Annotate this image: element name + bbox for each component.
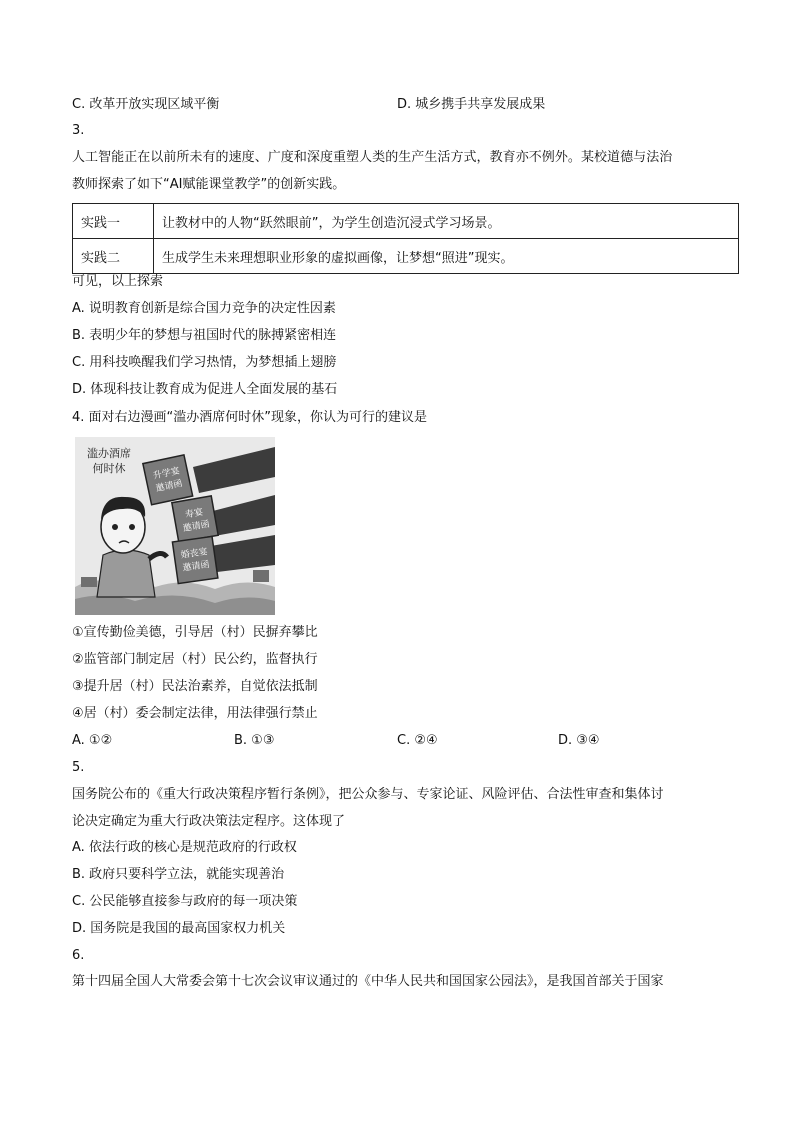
q5-option-a: A. 依法行政的核心是规范政府的行政权 xyxy=(72,840,297,855)
q4-item-3: ③提升居（村）民法治素养，自觉依法抵制 xyxy=(72,679,318,694)
q4-option-c: C. ②④ xyxy=(397,733,438,748)
table-row xyxy=(73,204,739,239)
q5-stem-line2: 论决定确定为重大行政决策法定程序。这体现了 xyxy=(72,814,346,829)
q3-stem-line1: 人工智能正在以前所未有的速度、广度和深度重塑人类的生产生活方式，教育亦不例外。某校道德与法治 xyxy=(72,150,673,165)
q4-item-2: ②监管部门制定居（村）民公约，监督执行 xyxy=(72,652,318,667)
practice-text: 让教材中的人物“跃然眼前”，为学生创造沉浸式学习场景。 xyxy=(154,204,739,239)
cartoon-box3-line2: 邀请函 xyxy=(182,560,211,574)
q5-option-b: B. 政府只要科学立法，就能实现善治 xyxy=(72,867,285,882)
q5-option-d: D. 国务院是我国的最高国家权力机关 xyxy=(72,921,286,936)
q4-stem: 4. 面对右边漫画“滥办酒席何时休”现象，你认为可行的建议是 xyxy=(72,410,428,425)
practice-label: 实践二 xyxy=(73,239,154,274)
q5-number: 5. xyxy=(72,760,85,775)
q4-option-d: D. ③④ xyxy=(558,733,600,748)
q4-item-4: ④居（村）委会制定法律，用法律强行禁止 xyxy=(72,706,318,721)
cartoon-box1-line2: 邀请函 xyxy=(154,478,184,495)
q4-item-1: ①宣传勤俭美德，引导居（村）民摒弃攀比 xyxy=(72,625,318,640)
cartoon-box2-line2: 邀请函 xyxy=(182,519,211,535)
q6-stem-line1: 第十四届全国人大常委会第十七次会议审议通过的《中华人民共和国国家公园法》，是我国首部关于国家 xyxy=(72,974,664,989)
cartoon-image xyxy=(75,437,275,615)
q3-lead: 可见，以上探索 xyxy=(72,274,164,289)
table-row xyxy=(73,239,739,274)
q3-number: 3. xyxy=(72,123,85,138)
cartoon-caption-line1: 滥办酒席 xyxy=(87,447,131,460)
cartoon-box1-line1: 升学宴 xyxy=(152,466,181,482)
q4-option-b: B. ①③ xyxy=(234,733,275,748)
cartoon-box2-line1: 寿宴 xyxy=(184,507,204,521)
cartoon-caption-line2: 何时休 xyxy=(92,462,126,475)
q3-option-b: B. 表明少年的梦想与祖国时代的脉搏紧密相连 xyxy=(72,328,337,343)
practice-label: 实践一 xyxy=(73,204,154,239)
q3-stem-line2: 教师探索了如下“AI赋能课堂教学”的创新实践。 xyxy=(72,177,346,192)
q3-option-d: D. 体现科技让教育成为促进人全面发展的基石 xyxy=(72,382,338,397)
q3-option-a: A. 说明教育创新是综合国力竞争的决定性因素 xyxy=(72,301,336,316)
q4-option-a: A. ①② xyxy=(72,733,113,748)
q3-option-c: C. 用科技唤醒我们学习热情，为梦想插上翅膀 xyxy=(72,355,337,370)
q3-practice-table xyxy=(72,203,739,274)
q2-option-c: C. 改革开放实现区域平衡 xyxy=(72,97,220,112)
practice-text: 生成学生未来理想职业形象的虚拟画像，让梦想“照进”现实。 xyxy=(154,239,739,274)
q6-number: 6. xyxy=(72,948,85,963)
q5-stem-line1: 国务院公布的《重大行政决策程序暂行条例》，把公众参与、专家论证、风险评估、合法性审查和集体讨 xyxy=(72,787,664,802)
q2-option-d: D. 城乡携手共享发展成果 xyxy=(397,97,546,112)
cartoon-box3-line1: 婚丧宴 xyxy=(180,547,209,561)
q5-option-c: C. 公民能够直接参与政府的每一项决策 xyxy=(72,894,298,909)
